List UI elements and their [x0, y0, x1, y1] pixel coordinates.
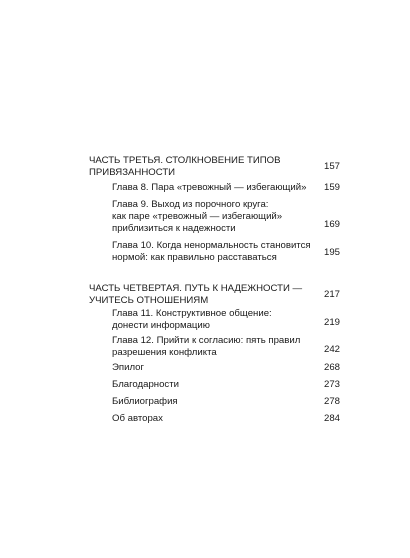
- toc-chapter-title: [112, 379, 340, 391]
- toc-chapter-title: [112, 182, 340, 194]
- toc-chapter-10: [112, 240, 340, 264]
- toc-title-line: Глава 12. Прийти к согласию: пять правил: [112, 335, 301, 346]
- toc-title-line: Глава 9. Выход из порочного круга:: [112, 199, 269, 210]
- toc-part-title: [89, 155, 340, 179]
- toc-title-line: Эпилог: [112, 362, 144, 373]
- toc-chapter-title: [112, 413, 340, 425]
- toc-part-title: [89, 283, 340, 307]
- toc-title-line: Об авторах: [112, 413, 163, 424]
- toc-chapter-title: [112, 396, 340, 408]
- toc-title-line: Благодарности: [112, 379, 179, 390]
- toc-title-line: ЧАСТЬ ЧЕТВЕРТАЯ. ПУТЬ К НАДЕЖНОСТИ —: [89, 283, 303, 294]
- toc-title-line: донести информацию: [112, 320, 210, 331]
- toc-page-number: 219: [323, 317, 340, 328]
- toc-acknowledgements: [112, 379, 340, 391]
- toc-chapter-12: [112, 335, 340, 359]
- toc-title-line: как паре «тревожный — избегающий»: [112, 211, 283, 222]
- toc-page-number: 273: [323, 379, 340, 390]
- toc-chapter-9: [112, 199, 340, 235]
- toc-page-number: 268: [323, 362, 340, 373]
- toc-title-line: Библиография: [112, 396, 178, 407]
- toc-page-number: 278: [323, 396, 340, 407]
- toc-chapter-title: [112, 362, 340, 374]
- toc-title-line: приблизиться к надежности: [112, 223, 236, 234]
- toc-part-4: [89, 283, 340, 307]
- toc-title-line: Глава 11. Конструктивное общение:: [112, 308, 272, 319]
- toc-about-authors: [112, 413, 340, 425]
- toc-page-number: 217: [323, 289, 340, 300]
- toc-page-number: 195: [323, 247, 340, 258]
- toc-page-number: 284: [323, 413, 340, 424]
- toc-title-line: УЧИТЕСЬ ОТНОШЕНИЯМ: [89, 295, 209, 306]
- toc-bibliography: [112, 396, 340, 408]
- toc-chapter-title: [112, 240, 340, 264]
- toc-part-3: [89, 155, 340, 179]
- toc-page-number: 159: [323, 182, 340, 193]
- toc-page-number: 169: [323, 219, 340, 230]
- toc-epilogue: [112, 362, 340, 374]
- toc-title-line: ЧАСТЬ ТРЕТЬЯ. СТОЛКНОВЕНИЕ ТИПОВ: [89, 155, 281, 166]
- toc-chapter-8: [112, 182, 340, 194]
- toc-page-number: 242: [323, 344, 340, 355]
- toc-title-line: нормой: как правильно расставаться: [112, 252, 277, 263]
- toc-chapter-title: [112, 199, 340, 235]
- toc-chapter-title: [112, 335, 340, 359]
- toc-title-line: Глава 8. Пара «тревожный — избегающий»: [112, 182, 307, 193]
- toc-title-line: Глава 10. Когда ненормальность становится: [112, 240, 311, 251]
- toc-title-line: разрешения конфликта: [112, 347, 217, 358]
- toc-chapter-title: [112, 308, 340, 332]
- toc-chapter-11: [112, 308, 340, 332]
- toc-title-line: ПРИВЯЗАННОСТИ: [89, 167, 176, 178]
- toc-page-number: 157: [323, 161, 340, 172]
